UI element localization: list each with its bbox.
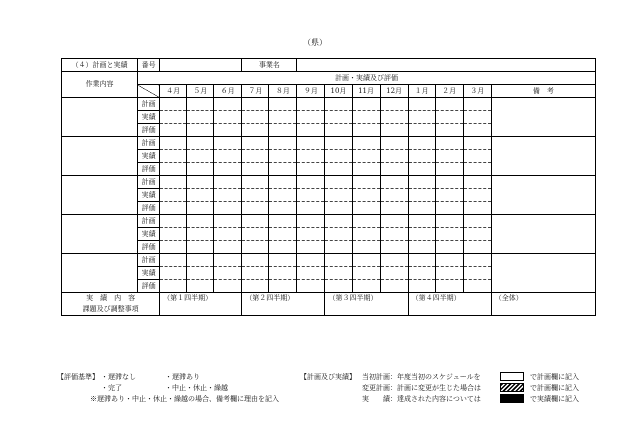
month-cell[interactable]: [214, 202, 242, 215]
month-cell[interactable]: [214, 124, 242, 137]
month-cell[interactable]: [352, 215, 380, 228]
month-cell[interactable]: [269, 98, 297, 111]
month-cell[interactable]: [160, 241, 187, 254]
month-cell[interactable]: [187, 124, 214, 137]
month-header: 12月: [380, 85, 408, 98]
month-cell[interactable]: [380, 111, 408, 124]
month-cell[interactable]: [187, 150, 214, 163]
month-cell[interactable]: [242, 228, 269, 241]
month-cell[interactable]: [435, 202, 463, 215]
month-cell[interactable]: [214, 98, 242, 111]
month-cell[interactable]: [297, 228, 325, 241]
task-content-cell[interactable]: [62, 215, 138, 254]
month-cell[interactable]: [380, 228, 408, 241]
month-header: 10月: [325, 85, 352, 98]
month-cell[interactable]: [214, 150, 242, 163]
month-cell[interactable]: [160, 150, 187, 163]
month-cell[interactable]: [325, 254, 352, 267]
month-cell[interactable]: [380, 98, 408, 111]
month-cell[interactable]: [380, 124, 408, 137]
month-header: ７月: [242, 85, 269, 98]
row-type-label: 実績: [138, 267, 160, 280]
month-header: 11月: [352, 85, 380, 98]
month-cell[interactable]: [160, 202, 187, 215]
month-cell[interactable]: [269, 280, 297, 293]
overall-summary-cell[interactable]: （全体）: [491, 293, 595, 316]
month-cell[interactable]: [463, 254, 491, 267]
month-cell[interactable]: [160, 280, 187, 293]
month-header: ６月: [214, 85, 242, 98]
month-cell[interactable]: [187, 267, 214, 280]
month-cell[interactable]: [408, 150, 435, 163]
row-type-label: 評価: [138, 280, 160, 293]
month-cell[interactable]: [380, 150, 408, 163]
month-cell[interactable]: [242, 267, 269, 280]
row-type-label: 評価: [138, 241, 160, 254]
month-cell[interactable]: [408, 124, 435, 137]
month-cell[interactable]: [325, 124, 352, 137]
month-cell[interactable]: [408, 267, 435, 280]
month-cell[interactable]: [297, 189, 325, 202]
month-cell[interactable]: [187, 228, 214, 241]
month-cell[interactable]: [242, 280, 269, 293]
month-cell[interactable]: [408, 280, 435, 293]
month-cell[interactable]: [352, 228, 380, 241]
month-cell[interactable]: [214, 241, 242, 254]
month-cell[interactable]: [269, 228, 297, 241]
month-cell[interactable]: [297, 280, 325, 293]
month-cell[interactable]: [214, 111, 242, 124]
task-content-cell[interactable]: [62, 254, 138, 293]
month-cell[interactable]: [269, 124, 297, 137]
month-header: １月: [408, 85, 435, 98]
month-cell[interactable]: [297, 98, 325, 111]
month-cell[interactable]: [463, 163, 491, 176]
change-plan-swatch: [500, 383, 524, 392]
month-cell[interactable]: [187, 111, 214, 124]
remarks-cell[interactable]: [491, 98, 595, 137]
month-cell[interactable]: [463, 215, 491, 228]
remarks-cell[interactable]: [491, 137, 595, 176]
month-cell[interactable]: [352, 280, 380, 293]
month-cell[interactable]: [435, 98, 463, 111]
summary-label-line2: 課題及び調整事項: [82, 305, 139, 313]
month-cell[interactable]: [380, 137, 408, 150]
month-cell[interactable]: [352, 267, 380, 280]
summary-row: [62, 293, 596, 316]
month-header: ５月: [187, 85, 214, 98]
quarter-summary-cell[interactable]: （第１四半期）: [160, 293, 242, 316]
month-cell[interactable]: [325, 280, 352, 293]
month-cell[interactable]: [325, 150, 352, 163]
plan-legend-title: 【計画及び実績】: [300, 373, 356, 381]
month-cell[interactable]: [297, 176, 325, 189]
month-cell[interactable]: [269, 254, 297, 267]
month-cell[interactable]: [160, 124, 187, 137]
month-cell[interactable]: [352, 176, 380, 189]
month-header: ９月: [297, 85, 325, 98]
month-cell[interactable]: [160, 189, 187, 202]
month-cell[interactable]: [435, 241, 463, 254]
month-cell[interactable]: [435, 176, 463, 189]
month-cell[interactable]: [297, 137, 325, 150]
month-cell[interactable]: [463, 189, 491, 202]
remarks-header: 備 考: [491, 85, 595, 98]
month-header: ３月: [463, 85, 491, 98]
month-cell[interactable]: [435, 163, 463, 176]
legend-initial: 当初計画：年度当初のスケジュールを: [362, 373, 481, 381]
month-cell[interactable]: [242, 254, 269, 267]
task-content-header: 作業内容: [62, 72, 138, 98]
legend-actual: 実 績：達成された内容については: [362, 395, 481, 403]
month-cell[interactable]: [214, 176, 242, 189]
month-cell[interactable]: [187, 189, 214, 202]
plan-results-table: [61, 58, 596, 316]
month-cell[interactable]: [352, 111, 380, 124]
month-cell[interactable]: [325, 267, 352, 280]
month-cell[interactable]: [297, 254, 325, 267]
month-cell[interactable]: [187, 241, 214, 254]
month-cell[interactable]: [435, 215, 463, 228]
month-cell[interactable]: [435, 124, 463, 137]
month-cell[interactable]: [435, 254, 463, 267]
month-cell[interactable]: [352, 189, 380, 202]
project-name-label: 事業名: [242, 59, 297, 72]
month-cell[interactable]: [380, 202, 408, 215]
month-cell[interactable]: [242, 241, 269, 254]
month-cell[interactable]: [214, 215, 242, 228]
plan-eval-header: 計画・実績及び評価: [138, 72, 596, 85]
month-cell[interactable]: [408, 202, 435, 215]
month-cell[interactable]: [242, 150, 269, 163]
month-cell[interactable]: [463, 111, 491, 124]
task-row: [62, 176, 596, 189]
month-cell[interactable]: [408, 111, 435, 124]
month-cell[interactable]: [297, 267, 325, 280]
month-cell[interactable]: [269, 111, 297, 124]
month-cell[interactable]: [463, 241, 491, 254]
remarks-cell[interactable]: [491, 254, 595, 293]
row-type-label: 実績: [138, 150, 160, 163]
month-cell[interactable]: [242, 189, 269, 202]
task-row: [62, 254, 596, 267]
quarter-summary-cell[interactable]: （第２四半期）: [242, 293, 325, 316]
criteria-complete: ・完了: [101, 384, 122, 392]
task-row: [62, 215, 596, 228]
month-cell[interactable]: [463, 202, 491, 215]
month-cell[interactable]: [214, 254, 242, 267]
month-cell[interactable]: [242, 202, 269, 215]
month-cell[interactable]: [380, 280, 408, 293]
month-cell[interactable]: [325, 228, 352, 241]
row-type-label: 実績: [138, 189, 160, 202]
section-title: （４）計画と実績: [62, 59, 138, 72]
quarter-summary-cell[interactable]: （第４四半期）: [408, 293, 491, 316]
month-cell[interactable]: [463, 150, 491, 163]
month-cell[interactable]: [325, 111, 352, 124]
criteria-no-delay: ・遅滞なし: [101, 373, 136, 381]
number-field[interactable]: [160, 59, 242, 72]
row-type-label: 実績: [138, 111, 160, 124]
month-cell[interactable]: [187, 98, 214, 111]
criteria-delay: ・遅滞あり: [165, 373, 200, 381]
task-content-cell[interactable]: [62, 176, 138, 215]
month-cell[interactable]: [352, 241, 380, 254]
month-cell[interactable]: [269, 137, 297, 150]
month-cell[interactable]: [380, 254, 408, 267]
month-cell[interactable]: [297, 202, 325, 215]
month-cell[interactable]: [214, 280, 242, 293]
project-name-field[interactable]: [297, 59, 596, 72]
month-cell[interactable]: [435, 150, 463, 163]
row-type-label: 評価: [138, 124, 160, 137]
month-cell[interactable]: [325, 163, 352, 176]
month-cell[interactable]: [297, 124, 325, 137]
month-cell[interactable]: [160, 254, 187, 267]
remarks-cell[interactable]: [491, 176, 595, 215]
actual-swatch: [500, 394, 524, 403]
month-cell[interactable]: [160, 267, 187, 280]
month-cell[interactable]: [269, 176, 297, 189]
month-cell[interactable]: [463, 176, 491, 189]
month-cell[interactable]: [463, 228, 491, 241]
month-cell[interactable]: [408, 176, 435, 189]
month-cell[interactable]: [408, 241, 435, 254]
month-header: ８月: [269, 85, 297, 98]
month-cell[interactable]: [242, 111, 269, 124]
month-cell[interactable]: [160, 137, 187, 150]
month-cell[interactable]: [242, 137, 269, 150]
month-cell[interactable]: [242, 215, 269, 228]
month-cell[interactable]: [463, 124, 491, 137]
month-cell[interactable]: [352, 124, 380, 137]
month-cell[interactable]: [435, 280, 463, 293]
month-cell[interactable]: [214, 189, 242, 202]
month-cell[interactable]: [187, 254, 214, 267]
month-cell[interactable]: [463, 267, 491, 280]
month-cell[interactable]: [187, 176, 214, 189]
legend-initial-suffix: で計画欄に記入: [530, 373, 579, 381]
month-cell[interactable]: [408, 254, 435, 267]
criteria-title: 【評価基準】: [57, 373, 99, 381]
legend-change: 変更計画：計画に変更が生じた場合は: [362, 384, 481, 392]
month-cell[interactable]: [352, 137, 380, 150]
criteria-note: ※遅滞あり・中止・休止・繰越の場合、備考欄に理由を記入: [90, 395, 279, 403]
month-cell[interactable]: [380, 241, 408, 254]
month-cell[interactable]: [214, 163, 242, 176]
month-cell[interactable]: [325, 189, 352, 202]
month-cell[interactable]: [269, 202, 297, 215]
month-cell[interactable]: [435, 189, 463, 202]
month-cell[interactable]: [435, 267, 463, 280]
month-cell[interactable]: [297, 150, 325, 163]
month-cell[interactable]: [297, 163, 325, 176]
month-cell[interactable]: [380, 267, 408, 280]
month-cell[interactable]: [160, 215, 187, 228]
month-cell[interactable]: [214, 228, 242, 241]
month-cell[interactable]: [269, 189, 297, 202]
month-cell[interactable]: [408, 215, 435, 228]
month-cell[interactable]: [408, 163, 435, 176]
month-cell[interactable]: [214, 267, 242, 280]
month-cell[interactable]: [297, 241, 325, 254]
row-type-label: 計画: [138, 98, 160, 111]
month-cell[interactable]: [408, 228, 435, 241]
quarter-summary-cell[interactable]: （第３四半期）: [325, 293, 408, 316]
month-cell[interactable]: [380, 176, 408, 189]
month-cell[interactable]: [214, 137, 242, 150]
month-cell[interactable]: [242, 98, 269, 111]
task-row: [62, 98, 596, 111]
task-content-cell[interactable]: [62, 137, 138, 176]
diagonal-cell: [138, 85, 160, 98]
month-cell[interactable]: [435, 228, 463, 241]
month-cell[interactable]: [269, 241, 297, 254]
number-label: 番号: [138, 59, 160, 72]
row-type-label: 実績: [138, 228, 160, 241]
month-cell[interactable]: [187, 215, 214, 228]
month-cell[interactable]: [435, 137, 463, 150]
month-cell[interactable]: [297, 111, 325, 124]
month-cell[interactable]: [325, 137, 352, 150]
month-cell[interactable]: [160, 111, 187, 124]
month-cell[interactable]: [160, 228, 187, 241]
month-cell[interactable]: [408, 189, 435, 202]
month-cell[interactable]: [269, 163, 297, 176]
legend-actual-suffix: で実績欄に記入: [530, 395, 579, 403]
month-cell[interactable]: [463, 98, 491, 111]
summary-label-line1: 実 績 内 容: [86, 294, 136, 302]
month-cell[interactable]: [297, 215, 325, 228]
month-cell[interactable]: [435, 111, 463, 124]
month-cell[interactable]: [160, 163, 187, 176]
month-cell[interactable]: [242, 163, 269, 176]
month-cell[interactable]: [325, 241, 352, 254]
row-type-label: 評価: [138, 202, 160, 215]
month-cell[interactable]: [187, 280, 214, 293]
month-cell[interactable]: [269, 150, 297, 163]
month-cell[interactable]: [352, 202, 380, 215]
month-cell[interactable]: [463, 137, 491, 150]
summary-label: [62, 293, 160, 316]
month-cell[interactable]: [380, 163, 408, 176]
month-cell[interactable]: [187, 163, 214, 176]
month-cell[interactable]: [325, 202, 352, 215]
prefecture-header: （県）: [303, 38, 327, 47]
month-cell[interactable]: [352, 150, 380, 163]
month-cell[interactable]: [242, 176, 269, 189]
month-cell[interactable]: [463, 280, 491, 293]
month-cell[interactable]: [325, 176, 352, 189]
month-cell[interactable]: [187, 202, 214, 215]
task-content-cell[interactable]: [62, 98, 138, 137]
month-cell[interactable]: [187, 137, 214, 150]
month-cell[interactable]: [408, 137, 435, 150]
row-type-label: 計画: [138, 176, 160, 189]
month-cell[interactable]: [269, 267, 297, 280]
task-row: [62, 137, 596, 150]
month-header: ２月: [435, 85, 463, 98]
month-cell[interactable]: [352, 163, 380, 176]
month-cell[interactable]: [160, 176, 187, 189]
row-type-label: 評価: [138, 163, 160, 176]
month-cell[interactable]: [380, 215, 408, 228]
month-cell[interactable]: [242, 124, 269, 137]
month-cell[interactable]: [160, 98, 187, 111]
month-cell[interactable]: [380, 189, 408, 202]
month-header: ４月: [160, 85, 187, 98]
month-cell[interactable]: [269, 215, 297, 228]
month-cell[interactable]: [408, 98, 435, 111]
criteria-stop: ・中止・休止・繰越: [165, 384, 228, 392]
legend-change-suffix: で計画欄に記入: [530, 384, 579, 392]
remarks-cell[interactable]: [491, 215, 595, 254]
row-type-label: 計画: [138, 137, 160, 150]
month-cell[interactable]: [325, 98, 352, 111]
initial-plan-swatch: [500, 372, 524, 381]
row-type-label: 計画: [138, 254, 160, 267]
month-cell[interactable]: [352, 254, 380, 267]
month-cell[interactable]: [352, 98, 380, 111]
row-type-label: 計画: [138, 215, 160, 228]
month-cell[interactable]: [325, 215, 352, 228]
